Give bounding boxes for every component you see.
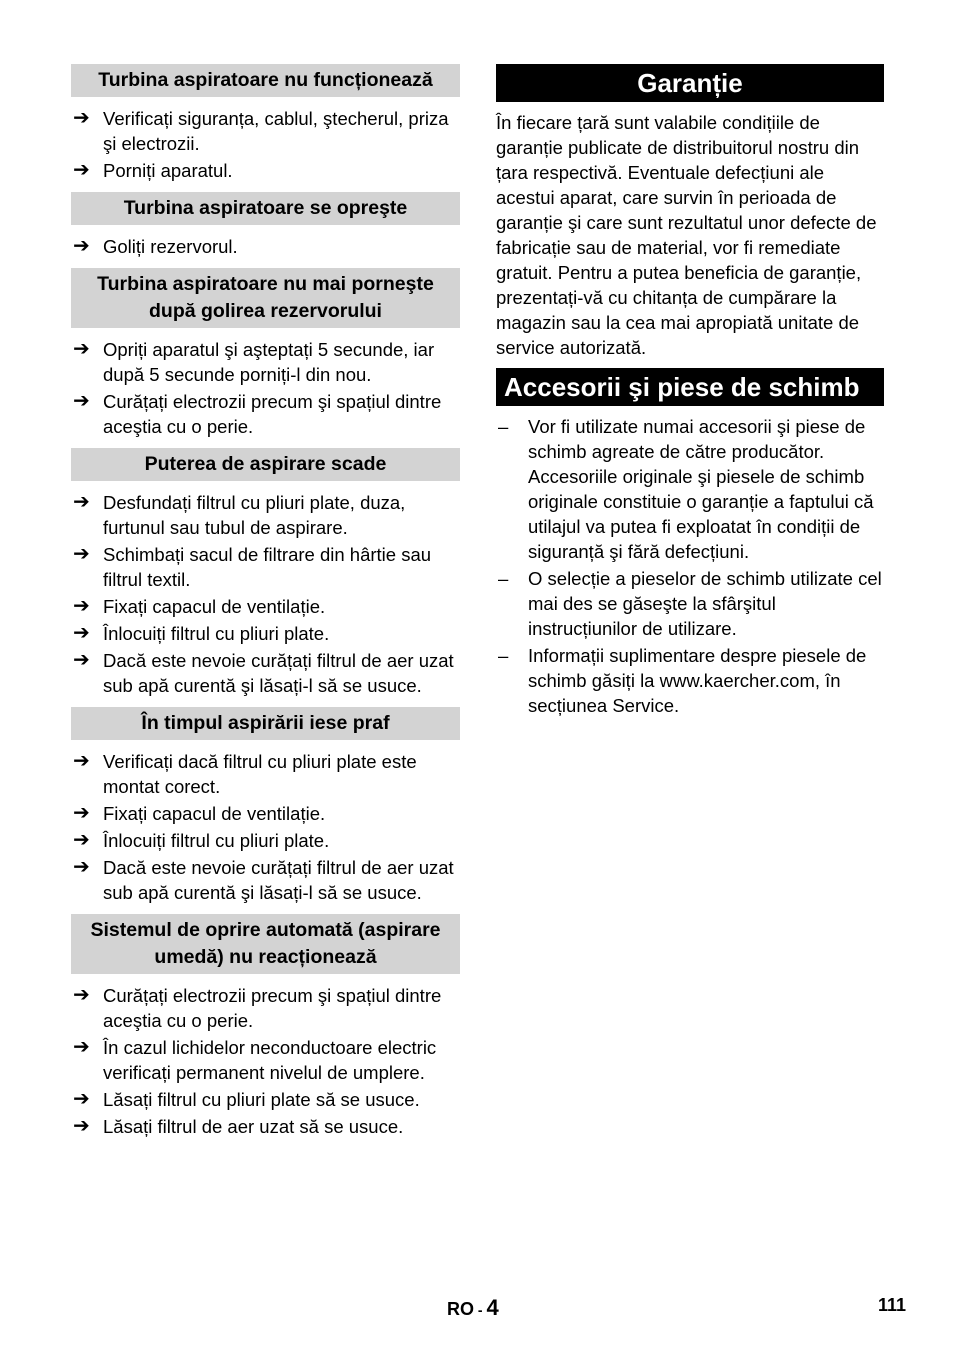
arrow-right-icon: ➔	[73, 491, 90, 513]
list-item-text: Informații suplimentare despre piesele de schimb găsiți la www.kaercher.com, în secțiunea Service.	[528, 645, 867, 716]
arrow-right-icon: ➔	[73, 622, 90, 644]
arrow-right-icon: ➔	[73, 829, 90, 851]
list-item-text: Goliți rezervorul.	[103, 236, 238, 257]
section-heading: Turbina aspiratoare nu mai porneşte după golirea rezervorului	[71, 268, 460, 328]
arrow-right-icon: ➔	[73, 802, 90, 824]
arrow-right-icon: ➔	[73, 543, 90, 565]
list-item-text: Desfundați filtrul cu pliuri plate, duza, furtunul sau tubul de aspirare.	[103, 492, 406, 538]
list-item-text: Verificați dacă filtrul cu pliuri plate este montat corect.	[103, 751, 417, 797]
troubleshooting-section	[71, 64, 460, 183]
list-item	[71, 106, 460, 156]
list-item	[71, 1087, 460, 1112]
action-list	[71, 749, 460, 905]
right-column	[496, 64, 884, 720]
list-item-text: Dacă este nevoie curățați filtrul de aer uzat sub apă curentă şi lăsați-l să se usuce.	[103, 650, 454, 696]
list-item-text: Curățați electrozii precum şi spațiul dintre aceştia cu o perie.	[103, 985, 442, 1031]
arrow-right-icon: ➔	[73, 856, 90, 878]
dash-icon: –	[498, 568, 509, 589]
section-heading: Puterea de aspirare scade	[71, 448, 460, 481]
dash-icon: –	[498, 416, 509, 437]
guarantee-text: În fiecare țară sunt valabile condițiile de garanție publicate de distribuitorul nostru din țara respectivă. Eventuale defecțiuni ale acestui aparat, care survin în perioada de garanție şi care sunt rezultatul unor defecte de fabricație sau de material, vor fi remediate gratuit. Pentru a putea beneficia de garanție, prezentați-vă cu chitanța de cumpărare la magazin sau la cea mai apropiată unitate de service autorizată.	[496, 112, 877, 358]
list-item	[71, 594, 460, 619]
arrow-right-icon: ➔	[73, 235, 90, 257]
list-item-text: Fixați capacul de ventilație.	[103, 803, 326, 824]
list-item	[71, 1114, 460, 1139]
list-item	[71, 648, 460, 698]
list-item	[71, 1035, 460, 1085]
footer-section-page: 4	[486, 1295, 499, 1320]
list-item	[71, 542, 460, 592]
list-item	[71, 983, 460, 1033]
action-list	[71, 983, 460, 1139]
guarantee-heading: Garanție	[496, 64, 884, 102]
troubleshooting-section	[71, 192, 460, 259]
list-item	[71, 337, 460, 387]
list-item	[496, 414, 884, 564]
section-heading: Turbina aspiratoare nu funcționează	[71, 64, 460, 97]
arrow-right-icon: ➔	[73, 1036, 90, 1058]
troubleshooting-section	[71, 914, 460, 1139]
list-item-text: Opriți aparatul şi aşteptați 5 secunde, iar după 5 secunde porniți-l din nou.	[103, 339, 435, 385]
list-item-text: Dacă este nevoie curățați filtrul de aer uzat sub apă curentă şi lăsați-l să se usuce.	[103, 857, 454, 903]
action-list	[71, 337, 460, 439]
list-item-text: Înlocuiți filtrul cu pliuri plate.	[103, 623, 330, 644]
list-item-text: Fixați capacul de ventilație.	[103, 596, 326, 617]
section-heading: Turbina aspiratoare se opreşte	[71, 192, 460, 225]
arrow-right-icon: ➔	[73, 1088, 90, 1110]
arrow-right-icon: ➔	[73, 159, 90, 181]
footer-section-label	[447, 1295, 499, 1321]
list-item-text: Lăsați filtrul de aer uzat să se usuce.	[103, 1116, 404, 1137]
page-number: 111	[878, 1295, 907, 1315]
arrow-right-icon: ➔	[73, 595, 90, 617]
accessories-list	[496, 414, 884, 718]
arrow-right-icon: ➔	[73, 750, 90, 772]
list-item	[71, 158, 460, 183]
troubleshooting-section	[71, 448, 460, 698]
list-item	[496, 566, 884, 641]
list-item-text: O selecție a pieselor de schimb utilizate cel mai des se găseşte la sfârşitul instrucțiunilor de utilizare.	[528, 568, 882, 639]
section-heading: În timpul aspirării iese praf	[71, 707, 460, 740]
left-column	[71, 64, 460, 1148]
arrow-right-icon: ➔	[73, 984, 90, 1006]
action-list	[71, 490, 460, 698]
arrow-right-icon: ➔	[73, 107, 90, 129]
list-item-text: Verificați siguranța, cablul, ştecherul, priza şi electrozii.	[103, 108, 449, 154]
list-item	[71, 234, 460, 259]
arrow-right-icon: ➔	[73, 649, 90, 671]
list-item-text: În cazul lichidelor neconductoare electric verificați permanent nivelul de umplere.	[103, 1037, 437, 1083]
list-item	[71, 490, 460, 540]
list-item-text: Lăsați filtrul cu pliuri plate să se usuce.	[103, 1089, 420, 1110]
footer-lang: RO	[447, 1299, 474, 1319]
list-item	[71, 801, 460, 826]
dash-icon: –	[498, 645, 509, 666]
list-item-text: Înlocuiți filtrul cu pliuri plate.	[103, 830, 330, 851]
list-item	[71, 389, 460, 439]
troubleshooting-section	[71, 707, 460, 905]
list-item	[71, 749, 460, 799]
footer-separator: -	[474, 1302, 487, 1318]
arrow-right-icon: ➔	[73, 1115, 90, 1137]
list-item-text: Vor fi utilizate numai accesorii şi piese de schimb agreate de către producător. Accesoriile originale şi piesele de schimb originale constituie o garanție a faptului că utilajul va putea fi exploatat în condiții de siguranță şi fără defecțiuni.	[528, 416, 874, 562]
list-item	[71, 621, 460, 646]
section-heading: Sistemul de oprire automată (aspirare umedă) nu reacționează	[71, 914, 460, 974]
action-list	[71, 234, 460, 259]
list-item-text: Schimbați sacul de filtrare din hârtie sau filtrul textil.	[103, 544, 432, 590]
list-item	[71, 828, 460, 853]
list-item	[71, 855, 460, 905]
arrow-right-icon: ➔	[73, 390, 90, 412]
accessories-heading: Accesorii şi piese de schimb	[496, 368, 884, 406]
list-item-text: Porniți aparatul.	[103, 160, 233, 181]
list-item-text: Curățați electrozii precum şi spațiul dintre aceştia cu o perie.	[103, 391, 442, 437]
action-list	[71, 106, 460, 183]
list-item	[496, 643, 884, 718]
troubleshooting-section	[71, 268, 460, 439]
arrow-right-icon: ➔	[73, 338, 90, 360]
